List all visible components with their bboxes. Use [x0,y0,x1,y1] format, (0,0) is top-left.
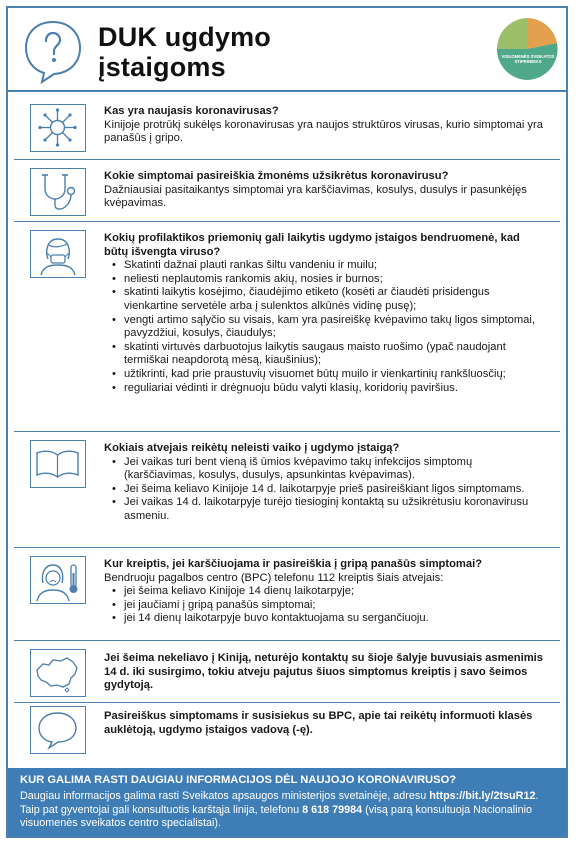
list-item: • jei 14 dienų laikotarpyje buvo kontaktuojama su sergančiuoju. [116,612,544,626]
section-where-to-call [104,558,544,626]
section-question: Pasireiškus simptomams ir susisiekus su BPC, apie tai reikėtų informuoti klasės auklėtoją, ugdymo įstaigos vadovą (-ę). [104,710,533,736]
section-question: Jei šeima nekeliavo į Kiniją, neturėjo kontaktų su šioje šalyje buvusiais asmenimis 14 d. iki susirgimo, tokiu atveju pajutus šiuos simptomus kreiptis į savo šeimos gydytoją. [104,652,543,692]
virus-icon [30,104,86,152]
page-frame [6,6,568,838]
section-divider [14,221,560,222]
header-divider [8,90,566,92]
section-question: Kas yra naujasis koronavirusas? [104,105,279,117]
section-text: Bendruoju pagalbos centro (BPC) telefonu 112 kreiptis šiais atvejais: [104,571,444,584]
section-text: Dažniausiai pasitaikantys simptomai yra karščiavimas, kosulys, dusulys ir pasunkėjęs kvėpavimas. [104,183,527,210]
list-item: • Jei vaikas turi bent vieną iš ūmios kvėpavimo takų infekcijos simptomų (karščiavimas, kosulys, dusulys, apsunkintas kvėpavimas). [116,456,544,483]
list-item: • skatinti laikytis kosėjimo, čiaudėjimo etiketo (kosėti ar čiaudėti prisidengus vienkartine servetėle arba į sulenktos alkūnės vidinę pusę); [116,286,544,313]
footer-link[interactable]: https://bit.ly/2tsuR12 [429,790,536,802]
fever-person-icon [30,556,86,604]
footer-text-part1: Daugiau informacijos galima rasti Sveikatos apsaugos ministerijos svetainėje, adresu [20,790,430,802]
list-item: • reguliariai vėdinti ir drėgnuoju būdu valyti klasių, koridorių paviršius. [116,382,544,396]
list-item: • vengti artimo sąlyčio su visais, kam yra pasireiškę kvėpavimo takų ligos simptomai, pavyzdžiui, kosulys, čiaudulys; [116,314,544,341]
list-item: • jei jaučiami į gripą panašūs simptomai; [116,599,544,613]
header [8,8,566,90]
title-line-2: įstaigoms [98,52,226,82]
footer-info-box [8,768,566,836]
section-divider [14,640,560,641]
section-text: Kinijoje protrūkį sukėlęs koronavirusas yra naujos struktūros virusas, kurio simptomai yra panašūs į gripo. [104,118,543,145]
speech-bubble-icon [30,706,86,754]
section-virus [104,105,544,146]
footer-title: KUR GALIMA RASTI DAUGIAU INFORMACIJOS DĖL NAUJOJO KORONAVIRUSO? [20,774,457,786]
mask-person-icon [30,230,86,278]
list-item: • Jei vaikas 14 d. laikotarpyje turėjo tiesioginį kontaktą su užsikrėtusiu koronavirusu asmeniu. [116,496,544,523]
footer-text-part3: (visą parą konsultuoja Nacionalinio visuomenės sveikatos centro specialistai). [20,803,532,829]
section-divider [14,159,560,160]
footer-phone: 8 618 79984 [302,803,363,816]
list-item: • užtikrinti, kad prie praustuvių visuomet būtų muilo ir vienkartinių rankšluosčių; [116,368,544,382]
prevention-list [104,259,544,395]
footer-text-part2: . Taip pat gyventojai gali konsultuotis karštąja linija, telefonu [20,790,539,816]
section-divider [14,431,560,432]
section-family-doctor [104,652,544,693]
list-item: • Jei šeima keliavo Kinijoje 14 d. laikotarpyje prieš pasireiškiant ligos simptomams. [116,483,544,497]
page-title [98,22,271,82]
china-map-icon [30,649,86,697]
section-divider [14,702,560,703]
section-question: Kokių profilaktikos priemonių gali laikytis ugdymo įstaigos bendruomenė, kad būtų išvengta viruso? [104,232,520,258]
open-book-icon [30,440,86,488]
section-question: Kokiais atvejais reikėtų neleisti vaiko į ugdymo įstaigą? [104,442,400,454]
list-item: • neliesti neplautomis rankomis akių, nosies ir burnos; [116,273,544,287]
section-divider [14,547,560,548]
keep-home-list [104,456,544,524]
section-question: Kur kreiptis, jei karščiuojama ir pasireiškia į gripą panašūs simptomai? [104,558,483,570]
section-symptoms [104,170,544,211]
organization-logo [494,16,560,82]
call-cases-list [104,585,544,626]
stethoscope-icon [30,168,86,216]
list-item: • Skatinti dažnai plauti rankas šiltu vandeniu ir muilu; [116,259,544,273]
section-question: Kokie simptomai pasireiškia žmonėms užsikrėtus koronavirusu? [104,170,449,182]
question-bubble-icon [22,18,84,84]
title-line-1: DUK ugdymo [98,22,271,52]
section-prevention [104,232,544,395]
footer-text [20,790,552,831]
list-item: • jei šeima keliavo Kinijoje 14 dienų laikotarpyje; [116,585,544,599]
list-item: • skatinti virtuvės darbuotojus laikytis saugaus maisto ruošimo (ypač naudojant termiškai neapdorotą mėsą, kiaušinius); [116,341,544,368]
logo-text: VISUOMENĖS SVEIKATOS STIPRINIMAS [501,54,555,64]
section-keep-home [104,442,544,524]
section-inform-teacher [104,710,544,737]
